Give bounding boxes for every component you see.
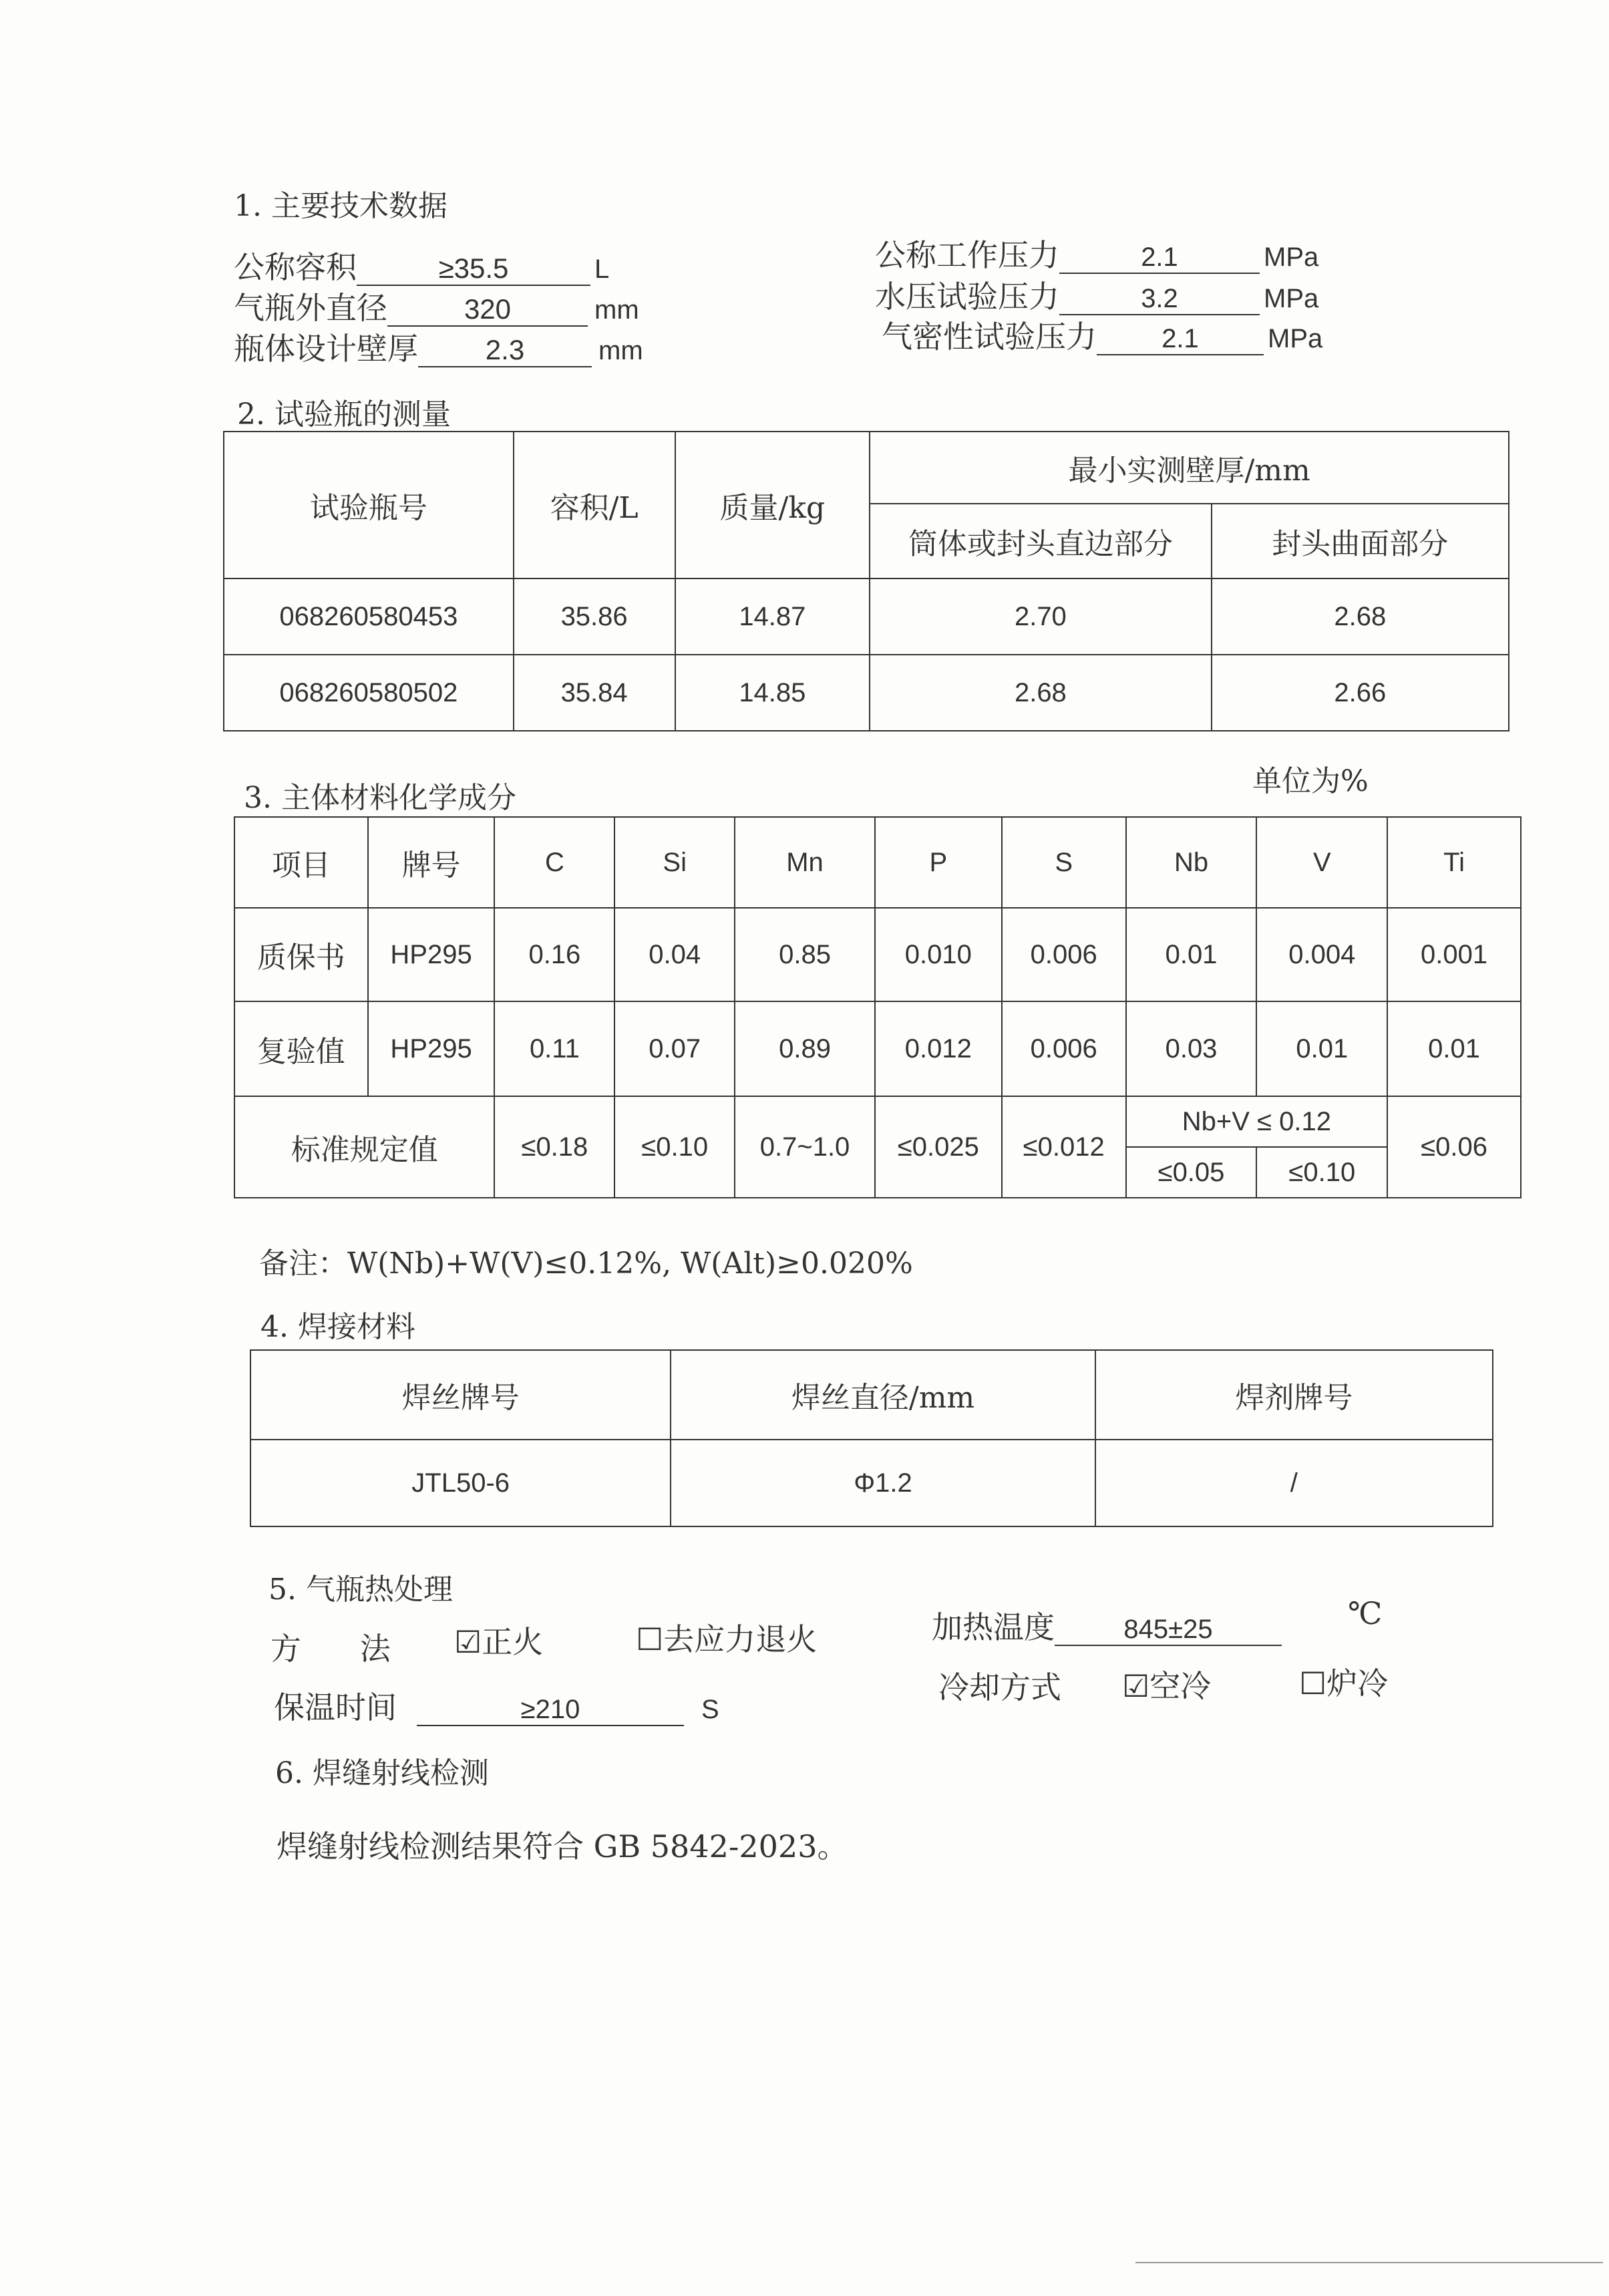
cell-item: 质保书 (234, 908, 368, 1001)
header-wire-grade: 焊丝牌号 (250, 1350, 671, 1440)
header-cylinder-id: 试验瓶号 (224, 432, 514, 579)
table-row (234, 1001, 1521, 1096)
cell-value: 0.11 (494, 1001, 614, 1096)
field-label: 水压试验压力 (875, 279, 1059, 315)
standard-row (234, 1096, 1521, 1147)
cell-item: 复验值 (234, 1001, 368, 1096)
cell-mass: 14.87 (675, 579, 870, 655)
radiography-result: 焊缝射线检测结果符合 GB 5842-2023。 (277, 1828, 848, 1864)
field-value: 845±25 (1055, 1615, 1282, 1646)
hydro-pressure-row (875, 273, 1318, 317)
field-unit: mm (594, 295, 639, 325)
cell-value: 0.01 (1256, 1001, 1387, 1096)
holding-time-row (274, 1683, 719, 1728)
field-value: 2.3 (418, 334, 592, 367)
temp-unit: ℃ (1348, 1595, 1383, 1631)
cell-std-mn: 0.7~1.0 (735, 1096, 875, 1198)
cell-value: 0.07 (614, 1001, 735, 1096)
cell-std-p: ≤0.025 (875, 1096, 1002, 1198)
cell-value: 0.001 (1387, 908, 1521, 1001)
cell-grade: HP295 (368, 1001, 495, 1096)
heating-temp-row (932, 1603, 1282, 1647)
cell-value: 0.010 (875, 908, 1002, 1001)
header-p: P (875, 817, 1002, 908)
cell-std-c: ≤0.18 (494, 1096, 614, 1198)
cell-value: 0.006 (1002, 1001, 1126, 1096)
field-unit: MPa (1264, 284, 1319, 313)
cell-value: 0.012 (875, 1001, 1002, 1096)
cell-flux-grade: / (1095, 1440, 1493, 1526)
cell-std-ti: ≤0.06 (1387, 1096, 1521, 1198)
wall-thickness-row (234, 325, 643, 369)
cell-wire-grade: JTL50-6 (250, 1440, 671, 1526)
field-label: 气密性试验压力 (882, 319, 1097, 355)
header-v: V (1256, 817, 1387, 908)
cell-value: 0.01 (1126, 908, 1257, 1001)
cell-volume: 35.86 (514, 579, 675, 655)
header-c: C (494, 817, 614, 908)
section-4-title: 4. 焊接材料 (260, 1310, 415, 1344)
airtight-pressure-row (882, 313, 1322, 357)
field-label: 加热温度 (932, 1609, 1055, 1645)
table-row (224, 655, 1509, 731)
field-unit: MPa (1264, 242, 1319, 272)
field-value: ≥210 (417, 1695, 684, 1726)
cell-value: 0.01 (1387, 1001, 1521, 1096)
cell-grade: HP295 (368, 908, 495, 1001)
header-nb: Nb (1126, 817, 1257, 908)
header-item: 项目 (234, 817, 368, 908)
cell-curved: 2.68 (1212, 579, 1509, 655)
header-curved-part: 封头曲面部分 (1212, 504, 1509, 579)
header-wire-diameter: 焊丝直径/mm (671, 1350, 1095, 1440)
cell-std-nb: ≤0.05 (1126, 1147, 1257, 1198)
field-label: 气瓶外直径 (234, 290, 387, 326)
field-value: 320 (387, 293, 588, 327)
cell-value: 0.004 (1256, 908, 1387, 1001)
header-s: S (1002, 817, 1126, 908)
section-1-title: 1. 主要技术数据 (234, 189, 448, 223)
header-straight-part: 筒体或封头直边部分 (870, 504, 1211, 579)
header-mass: 质量/kg (675, 432, 870, 579)
cell-std-nbv: Nb+V ≤ 0.12 (1126, 1096, 1388, 1147)
composition-note: 备注：W(Nb)+W(V)≤0.12%, W(Alt)≥0.020% (259, 1247, 913, 1281)
scan-edge-line (1135, 2262, 1603, 2263)
option-furnace-cool[interactable]: ☐炉冷 (1299, 1665, 1389, 1701)
cell-mass: 14.85 (675, 655, 870, 731)
cell-value: 0.04 (614, 908, 735, 1001)
field-label: 公称工作压力 (875, 237, 1059, 273)
cell-std-v: ≤0.10 (1256, 1147, 1387, 1198)
header-grade: 牌号 (368, 817, 495, 908)
table-row (224, 579, 1509, 655)
nominal-volume-row (234, 243, 609, 287)
method-label: 方 法 (271, 1631, 391, 1667)
section-6-title: 6. 焊缝射线检测 (275, 1756, 489, 1790)
unit-note: 单位为% (1252, 764, 1369, 798)
cell-value: 0.006 (1002, 908, 1126, 1001)
header-volume: 容积/L (514, 432, 675, 579)
cylinder-measurement-table (223, 431, 1509, 731)
cell-curved: 2.66 (1212, 655, 1509, 731)
option-air-cool[interactable]: ☑空冷 (1122, 1668, 1212, 1704)
cell-wire-diameter: Φ1.2 (671, 1440, 1095, 1526)
cell-value: 0.16 (494, 908, 614, 1001)
table-row (250, 1440, 1493, 1526)
header-si: Si (614, 817, 735, 908)
chemical-composition-table (234, 816, 1522, 1198)
cell-straight: 2.70 (870, 579, 1211, 655)
cell-volume: 35.84 (514, 655, 675, 731)
cell-straight: 2.68 (870, 655, 1211, 731)
section-2-title: 2. 试验瓶的测量 (237, 397, 451, 432)
header-flux-grade: 焊剂牌号 (1095, 1350, 1493, 1440)
field-value: 2.1 (1097, 324, 1264, 355)
cell-value: 0.89 (735, 1001, 875, 1096)
cell-std-si: ≤0.10 (614, 1096, 735, 1198)
working-pressure-row (875, 231, 1318, 275)
option-stress-relief[interactable]: ☐去应力退火 (636, 1621, 818, 1657)
welding-material-table (250, 1349, 1493, 1527)
cell-value: 0.85 (735, 908, 875, 1001)
cooling-label: 冷却方式 (938, 1669, 1061, 1705)
cell-standard-label: 标准规定值 (234, 1096, 494, 1198)
field-value: ≥35.5 (357, 253, 590, 286)
header-min-wall: 最小实测壁厚/mm (870, 432, 1509, 504)
cell-id: 068260580502 (224, 655, 514, 731)
cell-value: 0.03 (1126, 1001, 1257, 1096)
section-3-title: 3. 主体材料化学成分 (244, 781, 516, 815)
header-mn: Mn (735, 817, 875, 908)
field-unit: S (701, 1695, 719, 1724)
header-ti: Ti (1387, 817, 1521, 908)
option-normalizing[interactable]: ☑正火 (454, 1624, 544, 1660)
field-value: 3.2 (1059, 284, 1260, 315)
section-5-title: 5. 气瓶热处理 (269, 1573, 453, 1607)
field-unit: L (594, 255, 610, 284)
cell-std-s: ≤0.012 (1002, 1096, 1126, 1198)
field-label: 公称容积 (234, 249, 357, 285)
field-unit: mm (598, 336, 643, 365)
field-value: 2.1 (1059, 242, 1260, 274)
outer-diameter-row (234, 284, 639, 328)
field-label: 瓶体设计壁厚 (234, 331, 418, 367)
field-label: 保温时间 (274, 1689, 397, 1726)
field-unit: MPa (1268, 324, 1323, 353)
cell-id: 068260580453 (224, 579, 514, 655)
table-row (234, 908, 1521, 1001)
